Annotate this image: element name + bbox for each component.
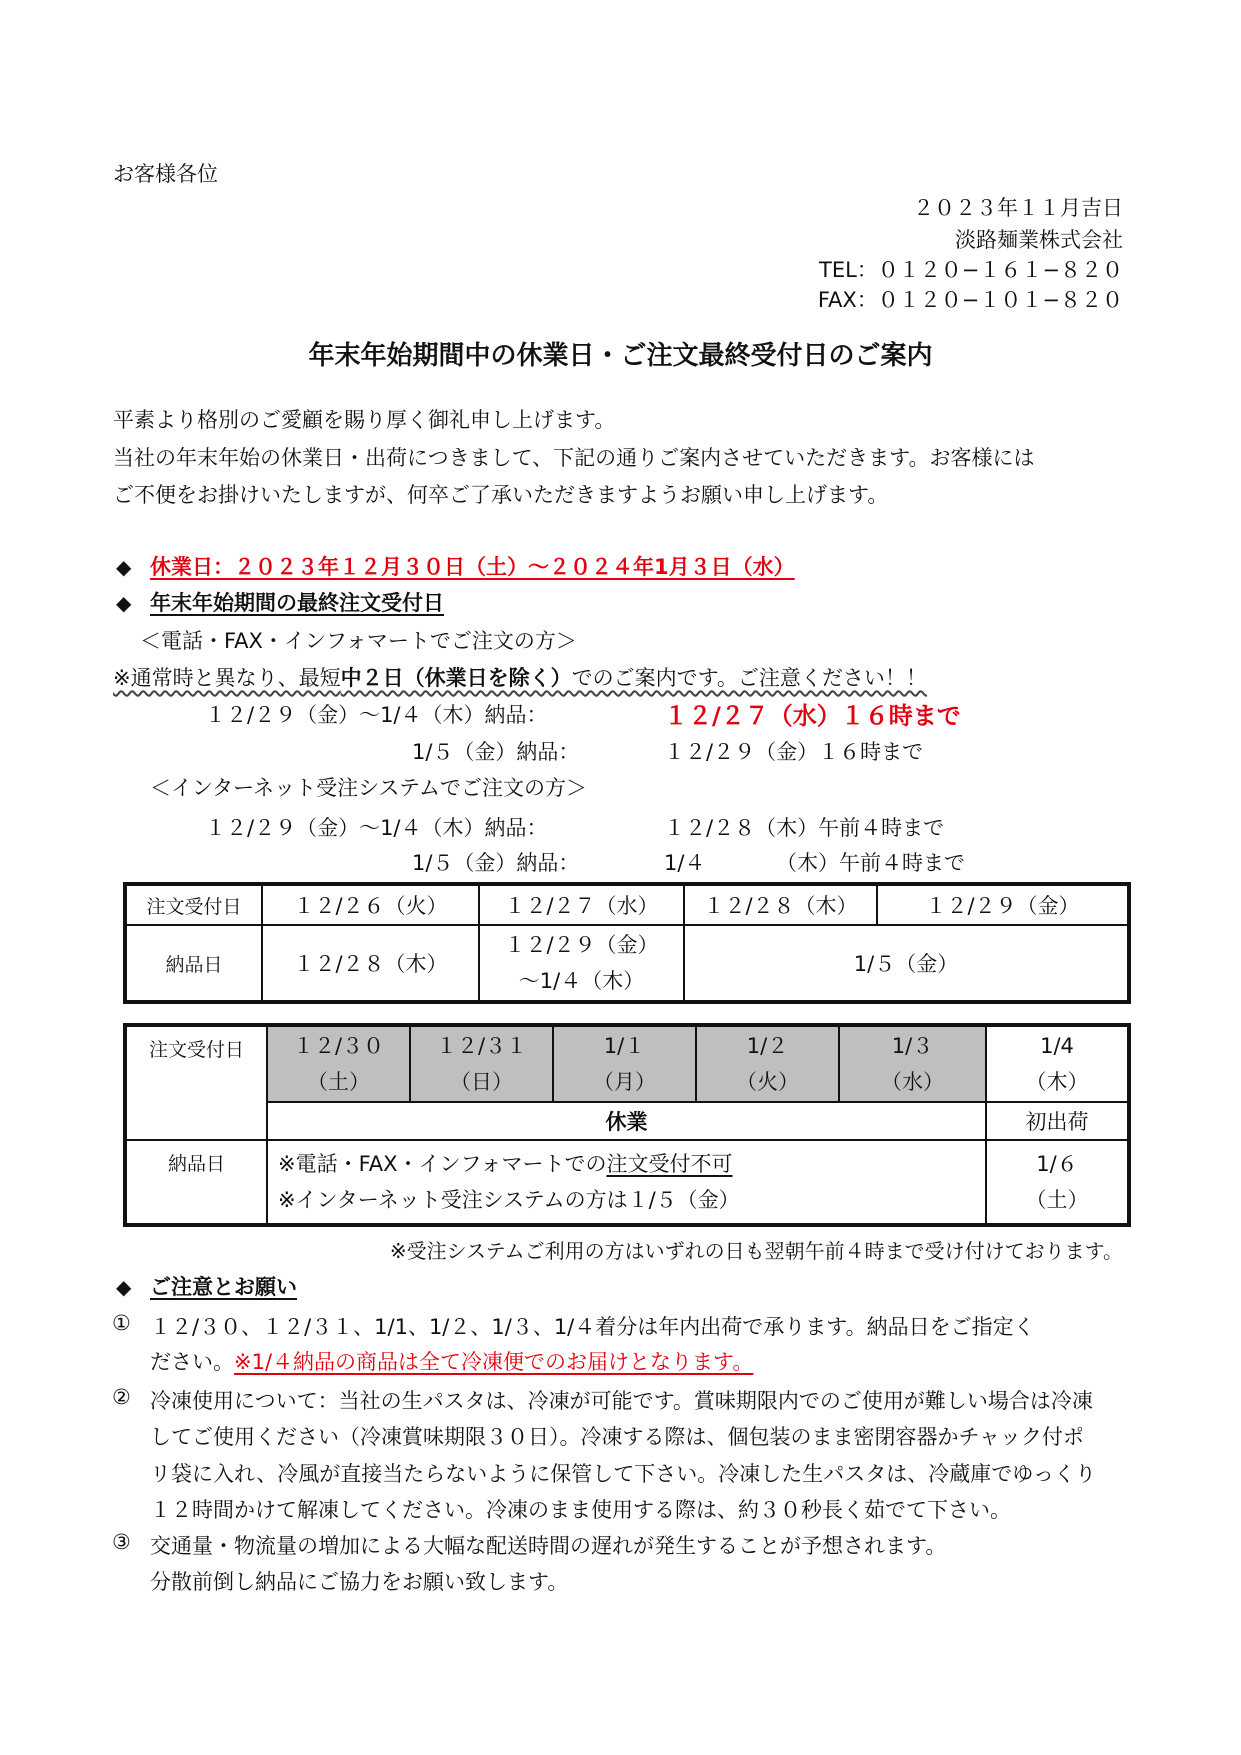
company-name: 淡路麺業株式会社 bbox=[955, 228, 1123, 252]
caution-number: ① bbox=[112, 1311, 131, 1335]
note-prefix: ※電話・FAX・インフォマートでの bbox=[278, 1152, 607, 1176]
caution-2-line-3: リ袋に入れ、冷風が直接当たらないように保管して下さい。冷凍した生パスタは、冷蔵庫でゆっくり bbox=[150, 1462, 1097, 1486]
diamond-icon: ◆ bbox=[116, 555, 132, 579]
order-date-label: 注文受付日 bbox=[125, 884, 262, 925]
phone-fax-heading: ＜電話・FAX・インフォマートでご注文の方＞ bbox=[140, 629, 577, 653]
order-date-cell: １２/２８（木） bbox=[684, 884, 877, 925]
delivery-note-2: ※インターネット受注システムの方は１/５（金） bbox=[278, 1188, 740, 1212]
closed-day-cell bbox=[696, 1025, 839, 1102]
deadline-table-2 bbox=[123, 1023, 1131, 1227]
order-date-cell: １２/２７（水） bbox=[479, 884, 684, 925]
open-day-cell bbox=[986, 1025, 1129, 1102]
caution-number: ③ bbox=[112, 1530, 131, 1554]
page-title: 年末年始期間中の休業日・ご注文最終受付日のご案内 bbox=[308, 341, 933, 371]
day-dow: （水） bbox=[881, 1070, 944, 1094]
delivery-date-cell: １２/２８（木） bbox=[262, 925, 479, 1002]
salutation: お客様各位 bbox=[113, 162, 218, 186]
internet-row-1-deadline: １２/２８（木）午前４時まで bbox=[664, 816, 945, 840]
caution-2-line-4: １２時間かけて解凍してください。冷凍のまま使用する際は、約３０秒長く茹でて下さい。 bbox=[150, 1498, 1011, 1522]
tel-number: TEL：０１２０−１６１−８２０ bbox=[819, 258, 1123, 282]
order-date-cell: １２/２９（金） bbox=[877, 884, 1129, 925]
caution-1-red-note: ※1/４納品の商品は全て冷凍便でのお届けとなります。 bbox=[234, 1350, 754, 1374]
first-delivery-cell bbox=[986, 1140, 1129, 1225]
internet-row-2-date: 1/４ bbox=[664, 851, 706, 875]
deadline-heading: 年末年始期間の最終注文受付日 bbox=[150, 591, 444, 615]
day-dow: （木） bbox=[1025, 1070, 1089, 1094]
day-dow: （日） bbox=[450, 1070, 513, 1094]
phone-row-2-deadline: １２/２９（金）１６時まで bbox=[664, 740, 924, 764]
cautions-heading: ご注意とお願い bbox=[150, 1275, 297, 1299]
delivery-note-cell bbox=[267, 1140, 986, 1225]
day-date: 1/２ bbox=[746, 1034, 789, 1058]
caution-2-line-1: 冷凍使用について：当社の生パスタは、冷凍が可能です。賞味期限内でのご使用が難しい場合は冷凍 bbox=[150, 1389, 1093, 1413]
diamond-icon: ◆ bbox=[116, 591, 132, 615]
delivery-date-cell bbox=[479, 925, 684, 1002]
caution-2-line-2: してご使用ください（冷凍賞味期限３０日）。冷凍する際は、個包装のまま密閉容器かチャック付ポ bbox=[150, 1425, 1084, 1449]
closed-day-cell bbox=[553, 1025, 696, 1102]
first-shipment-label: 初出荷 bbox=[986, 1102, 1129, 1140]
delivery-date-label: 納品日 bbox=[125, 925, 262, 1002]
note-suffix: でのご案内です。ご注意ください！！ bbox=[571, 666, 927, 690]
day-dow: （土） bbox=[307, 1070, 370, 1094]
day-date: １２/３１ bbox=[435, 1034, 528, 1058]
closed-label: 休業 bbox=[267, 1102, 986, 1140]
phone-fax-note bbox=[113, 662, 927, 692]
delivery-note-1 bbox=[278, 1146, 985, 1182]
caution-3-line-2: 分散前倒し納品にご協力をお願い致します。 bbox=[150, 1570, 569, 1594]
delivery-date-cell: 1/５（金） bbox=[684, 925, 1129, 1002]
delivery-line: １２/２９（金） bbox=[504, 933, 659, 957]
internet-row-2-label: 1/５（金）納品： bbox=[412, 851, 580, 875]
phone-row-1-label: １２/２９（金）～1/４（木）納品： bbox=[205, 703, 548, 727]
intro-line-2: 当社の年末年始の休業日・出荷につきまして、下記の通りご案内させていただきます。お客様には bbox=[113, 446, 1035, 470]
order-date-label: 注文受付日 bbox=[125, 1025, 267, 1140]
delivery-date-label: 納品日 bbox=[125, 1140, 267, 1225]
day-date: 1/4 bbox=[1040, 1034, 1074, 1058]
day-dow: （火） bbox=[736, 1070, 799, 1094]
table-footnote: ※受注システムご利用の方はいずれの日も翌朝午前４時まで受け付けております。 bbox=[389, 1239, 1123, 1263]
day-date: 1/３ bbox=[891, 1034, 934, 1058]
caution-number: ② bbox=[112, 1385, 131, 1409]
delivery-date: 1/６ bbox=[1036, 1152, 1078, 1176]
fax-number: FAX：０１２０−１０１−８２０ bbox=[817, 288, 1123, 312]
intro-line-1: 平素より格別のご愛顧を賜り厚く御礼申し上げます。 bbox=[113, 408, 616, 432]
delivery-dow: （土） bbox=[1025, 1188, 1089, 1212]
internet-heading: ＜インターネット受注システムでご注文の方＞ bbox=[150, 776, 588, 800]
diamond-icon: ◆ bbox=[116, 1275, 132, 1299]
note-underlined: 注文受付不可 bbox=[606, 1152, 733, 1176]
issue-date: ２０２３年１１月吉日 bbox=[913, 196, 1123, 220]
phone-row-1-deadline: １２/２７（水）１６時まで bbox=[664, 702, 961, 730]
caution-1-line-2 bbox=[150, 1346, 753, 1376]
internet-row-1-label: １２/２９（金）～1/４（木）納品： bbox=[205, 816, 548, 840]
day-dow: （月） bbox=[593, 1070, 656, 1094]
day-date: １２/３０ bbox=[292, 1034, 385, 1058]
closed-day-cell bbox=[839, 1025, 986, 1102]
caution-1-line-1: １２/３０、１２/３１、1/1、1/２、1/３、1/４着分は年内出荷で承ります。納品日をご指定く bbox=[150, 1315, 1035, 1339]
delivery-line: ～1/４（木） bbox=[518, 969, 645, 993]
note-prefix: ※通常時と異なり、最短 bbox=[113, 666, 341, 690]
holiday-period: 休業日：２０２３年１２月３０日（土）～２０２４年1月３日（水） bbox=[150, 555, 795, 579]
deadline-table-1 bbox=[123, 882, 1131, 1004]
intro-line-3: ご不便をお掛けいたしますが、何卒ご了承いただきますようお願い申し上げます。 bbox=[113, 483, 889, 507]
day-date: 1/１ bbox=[603, 1034, 646, 1058]
phone-row-2-label: 1/５（金）納品： bbox=[412, 740, 580, 764]
note-bold: 中２日（休業日を除く） bbox=[340, 666, 572, 690]
caution-3-line-1: 交通量・物流量の増加による大幅な配送時間の遅れが発生することが予想されます。 bbox=[150, 1534, 947, 1558]
caution-1-prefix: ださい。 bbox=[150, 1350, 234, 1374]
closed-day-cell bbox=[410, 1025, 553, 1102]
internet-row-2-deadline: （木）午前４時まで bbox=[776, 851, 965, 875]
order-date-cell: １２/２６（火） bbox=[262, 884, 479, 925]
closed-day-cell bbox=[267, 1025, 410, 1102]
